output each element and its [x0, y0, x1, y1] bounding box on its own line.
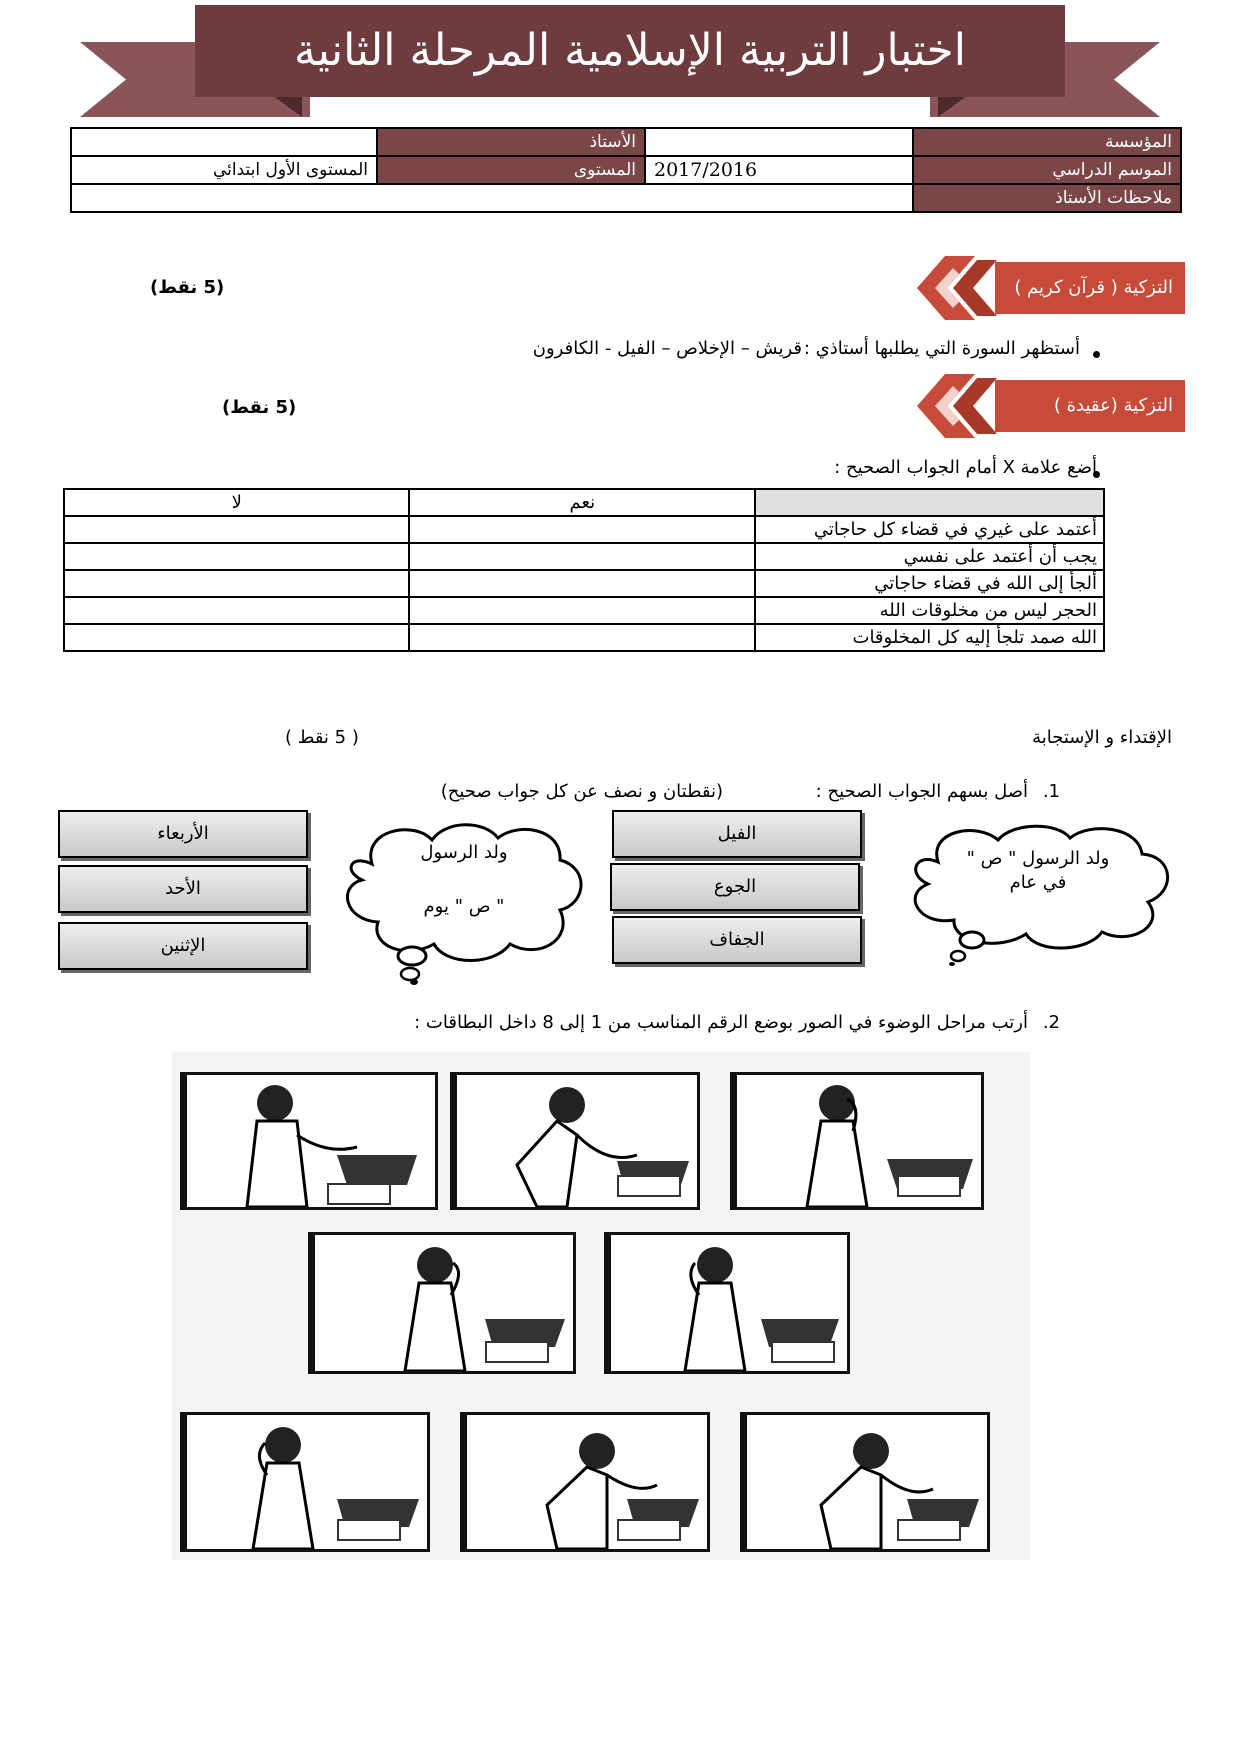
cloud-birth-year-line2: في عام: [1009, 872, 1067, 893]
page-title: اختبار التربية الإسلامية المرحلة الثانية: [195, 5, 1065, 97]
chevron-decoration-icon: [895, 250, 1005, 326]
section-aqida-banner: [895, 368, 1185, 444]
choice-day-wednesday[interactable]: الأربعاء: [58, 810, 308, 858]
aqida-no-cell[interactable]: [64, 624, 409, 651]
wudu-step-picture: [744, 1412, 990, 1552]
aqida-yes-cell[interactable]: [409, 570, 755, 597]
question-1-number: 1.: [1042, 781, 1060, 802]
step-number-box[interactable]: [337, 1519, 401, 1541]
thought-cloud-icon: [898, 822, 1180, 972]
aqida-yes-cell[interactable]: [409, 516, 755, 543]
institution-label: المؤسسة: [913, 128, 1181, 156]
wudu-step-picture: [464, 1412, 710, 1552]
section-quran-title: التزكية ( قرآن كريم ): [995, 262, 1185, 314]
aqida-yes-cell[interactable]: [409, 597, 755, 624]
choice-year-hunger[interactable]: الجوع: [610, 863, 860, 911]
cloud-birth-year: [898, 822, 1180, 972]
section-iqtida-points: ( 5 نقط ): [285, 727, 359, 748]
season-value: 2017/2016: [645, 156, 913, 184]
choice-day-monday[interactable]: الإثنين: [58, 922, 308, 970]
cloud-birth-year-line1: ولد الرسول " ص ": [966, 848, 1110, 869]
aqida-statement: الحجر ليس من مخلوقات الله: [755, 597, 1104, 624]
table-row: [64, 597, 1104, 624]
aqida-header-blank: [755, 489, 1104, 516]
question-1-text: أصل بسهم الجواب الصحيح :: [815, 781, 1028, 802]
wudu-step-picture: [734, 1072, 984, 1210]
table-row: [64, 543, 1104, 570]
step-number-box[interactable]: [617, 1175, 681, 1197]
cloud-birth-day-line1: ولد الرسول: [420, 842, 508, 863]
question-2-text: أرتب مراحل الوضوء في الصور بوضع الرقم المناسب من 1 إلى 8 داخل البطاقات :: [414, 1012, 1028, 1033]
cloud-birth-day: [334, 820, 596, 990]
choice-day-sunday[interactable]: الأحد: [58, 865, 308, 913]
chevron-decoration-icon: [895, 368, 1005, 444]
quran-surah-list: قريش – الإخلاص – الفيل - الكافرون: [532, 338, 802, 359]
aqida-no-cell[interactable]: [64, 543, 409, 570]
teacher-field[interactable]: [71, 128, 377, 156]
choice-year-drought[interactable]: الجفاف: [612, 916, 862, 964]
section-iqtida-title: الإقتداء و الإستجابة: [1032, 727, 1172, 748]
section-quran-banner: [895, 250, 1185, 326]
step-number-box[interactable]: [327, 1183, 391, 1205]
aqida-no-cell[interactable]: [64, 597, 409, 624]
aqida-statement: يجب أن أعتمد على نفسي: [755, 543, 1104, 570]
wudu-step-picture: [184, 1072, 438, 1210]
section-quran-points: (5 نقط): [150, 277, 225, 298]
level-value: المستوى الأول ابتدائي: [71, 156, 377, 184]
quran-instruction: أستظهر السورة التي يطلبها أستاذي :: [803, 338, 1080, 359]
wudu-step-picture: [454, 1072, 700, 1210]
institution-field[interactable]: [645, 128, 913, 156]
aqida-header-yes: نعم: [409, 489, 755, 516]
aqida-table: [63, 488, 1105, 652]
section-aqida-points: (5 نقط): [222, 397, 297, 418]
aqida-yes-cell[interactable]: [409, 543, 755, 570]
info-table: [70, 127, 1182, 213]
aqida-no-cell[interactable]: [64, 570, 409, 597]
section-aqida-title: التزكية (عقيدة ): [995, 380, 1185, 432]
table-row: [64, 516, 1104, 543]
wudu-steps-illustration: [172, 1052, 1030, 1560]
bullet-icon: [1093, 351, 1100, 358]
wudu-step-picture: [184, 1412, 430, 1552]
aqida-header-no: لا: [64, 489, 409, 516]
step-number-box[interactable]: [897, 1175, 961, 1197]
teacher-label: الأستاذ: [377, 128, 645, 156]
aqida-yes-cell[interactable]: [409, 624, 755, 651]
question-2-number: 2.: [1042, 1012, 1060, 1033]
choice-year-elephant[interactable]: الفيل: [612, 810, 862, 858]
step-number-box[interactable]: [617, 1519, 681, 1541]
season-label: الموسم الدراسي: [913, 156, 1181, 184]
step-number-box[interactable]: [485, 1341, 549, 1363]
wudu-step-picture: [312, 1232, 576, 1374]
step-number-box[interactable]: [897, 1519, 961, 1541]
aqida-statement: أعتمد على غيري في قضاء كل حاجاتي: [755, 516, 1104, 543]
cloud-birth-day-line2: " ص " يوم: [423, 896, 505, 917]
aqida-no-cell[interactable]: [64, 516, 409, 543]
wudu-step-picture: [608, 1232, 850, 1374]
level-label: المستوى: [377, 156, 645, 184]
table-row: [64, 624, 1104, 651]
aqida-instruction: أضع علامة X أمام الجواب الصحيح :: [834, 457, 1097, 478]
notes-field[interactable]: [71, 184, 913, 212]
table-row: [64, 570, 1104, 597]
question-1-note: (نقطتان و نصف عن كل جواب صحيح): [440, 781, 723, 802]
aqida-statement: ألجأ إلى الله في قضاء حاجاتي: [755, 570, 1104, 597]
person-washing-icon: [187, 1075, 435, 1207]
notes-label: ملاحظات الأستاذ: [913, 184, 1181, 212]
aqida-statement: الله صمد تلجأ إليه كل المخلوقات: [755, 624, 1104, 651]
step-number-box[interactable]: [771, 1341, 835, 1363]
